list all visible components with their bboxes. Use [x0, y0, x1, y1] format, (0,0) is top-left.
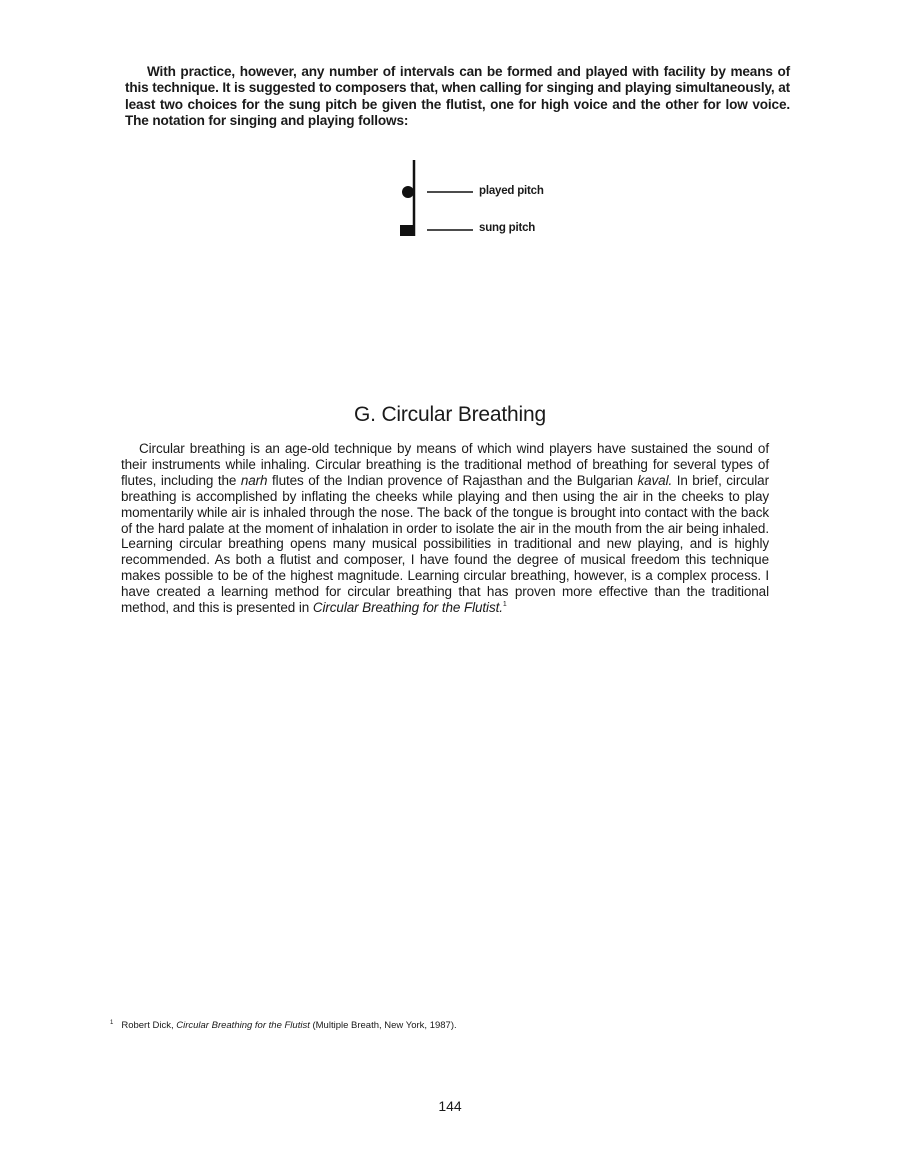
- played-pitch-label: played pitch: [479, 185, 544, 197]
- singing-playing-notation: [395, 158, 595, 243]
- intro-paragraph: [125, 64, 790, 130]
- footnote-title: Circular Breathing for the Flutist: [176, 1020, 310, 1031]
- body-text-1: Circular breathing is an age-old technique by means of which wind players have sustained the sound of their instruments while inhaling. Circular breathing is the traditional method of breathing for several types of flutes, including the: [121, 441, 769, 488]
- narh-term: narh: [240, 472, 268, 488]
- footnote-reference[interactable]: 1: [502, 601, 507, 609]
- body-text-2: flutes of the Indian provence of Rajasthan and the Bulgarian: [267, 472, 638, 488]
- sung-notehead: [400, 225, 414, 236]
- footnote: [110, 1020, 770, 1032]
- page-number: 144: [438, 1098, 462, 1114]
- section-heading: G. Circular Breathing: [354, 403, 546, 426]
- footnote-author: Robert Dick,: [121, 1020, 177, 1031]
- book-title: Circular Breathing for the Flutist.: [312, 600, 503, 616]
- played-notehead: [402, 186, 414, 198]
- body-paragraph: [121, 441, 769, 616]
- body-text-3: In brief, circular breathing is accomplished by inflating the cheeks while playing and then using the air in the cheeks to play momentarily while air is inhaled through the nose. The back of the tongue is brought into contact with the back of the hard palate at the moment of inhalation in order to isolate the air in the mouth from the air being inhaled. Learning circular breathing opens many musical possibilities in traditional and new playing, and is highly recommended. As both a flutist and composer, I have found the degree of musical freedom this technique makes possible to be of the highest magnitude. Learning circular breathing, however, is a complex process. I have created a learning method for circular breathing that has proven more effective than the traditional method, and this is presented in: [121, 472, 769, 616]
- kaval-term: kaval.: [637, 472, 673, 488]
- intro-text: With practice, however, any number of intervals can be formed and played with facility by means of this technique. It is suggested to composers that, when calling for singing and playing simultaneously, at least two choices for the sung pitch be given the flutist, one for high voice and the other for low voice. The notation for singing and playing follows:: [125, 64, 790, 129]
- footnote-details: (Multiple Breath, New York, 1987).: [309, 1020, 457, 1031]
- sung-pitch-label: sung pitch: [479, 222, 536, 234]
- footnote-marker: 1: [110, 1020, 114, 1026]
